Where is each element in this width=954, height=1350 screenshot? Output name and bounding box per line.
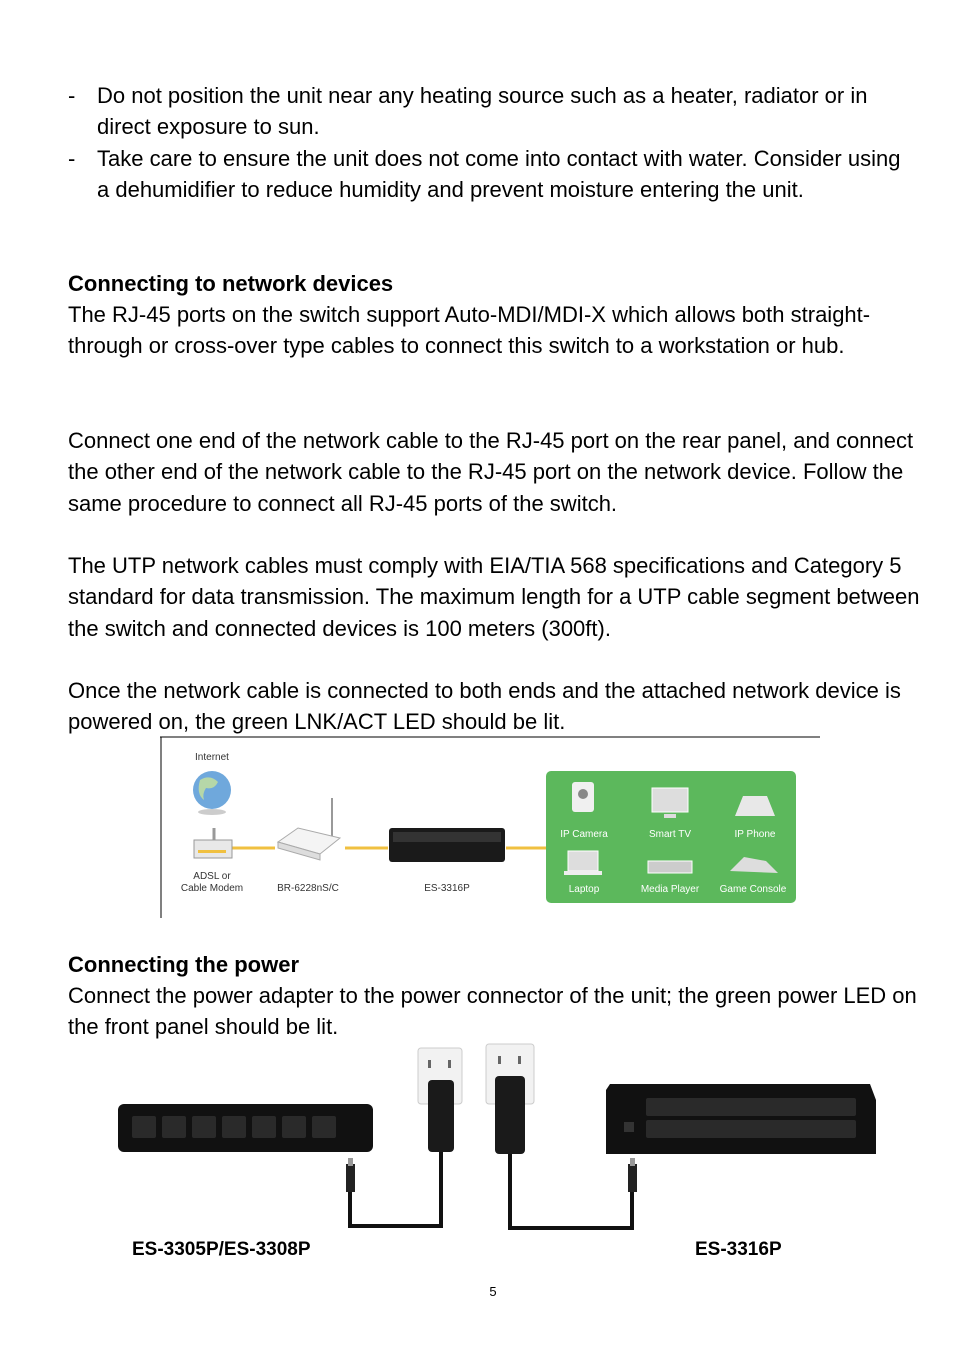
paragraph: Connect one end of the network cable to the RJ-45 port on the rear panel, and connect the other end of the network cable to the RJ-45 port on the network device. Follow the same procedure to connect all RJ-45 ports of the switch.	[68, 428, 914, 516]
small-switch-icon	[118, 1104, 373, 1152]
router-icon	[278, 798, 340, 860]
large-switch-icon	[606, 1084, 876, 1154]
device-label: Game Console	[719, 884, 787, 895]
bullet-marker: -	[68, 146, 76, 171]
paragraph: The UTP network cables must comply with EIA/TIA 568 specifications and Category 5 standard for data transmission. The maximum length for a UTP cable segment between the switch and connected devices is 100 meters (300ft).	[68, 553, 920, 641]
modem-label-line1: ADSL or	[193, 871, 231, 882]
device-label: IP Phone	[734, 829, 776, 840]
modem-label-line2: Cable Modem	[180, 883, 244, 894]
switch-label: ES-3316P	[424, 883, 470, 894]
media-player-icon	[648, 861, 692, 873]
bullet-marker: -	[68, 83, 76, 108]
page-number: 5	[489, 1284, 497, 1299]
right-caption: ES-3316P	[695, 1239, 782, 1260]
bullet-item	[68, 80, 914, 143]
paragraph: Once the network cable is connected to both ends and the attached network device is powered on, the green LNK/ACT LED should be lit.	[68, 678, 901, 735]
globe-icon	[193, 771, 231, 815]
bullet-text: Take care to ensure the unit does not come into contact with water. Consider using a dehumidifier to reduce humidity and prevent moisture entering the unit.	[97, 146, 901, 203]
paragraph: The RJ-45 ports on the switch support Auto-MDI/MDI-X which allows both straight-through or cross-over type cables to connect this switch to a workstation or hub.	[68, 302, 871, 359]
power-diagram	[110, 1040, 890, 1240]
left-caption: ES-3305P/ES-3308P	[132, 1239, 311, 1260]
bullet-text: Do not position the unit near any heating source such as a heater, radiator or in direct exposure to sun.	[97, 83, 868, 140]
section-heading: Connecting the power	[68, 952, 299, 977]
switch-icon	[389, 828, 505, 862]
network-diagram	[160, 736, 820, 918]
router-label: BR-6228nS/C	[277, 883, 339, 894]
device-label: IP Camera	[560, 829, 608, 840]
ip-camera-icon	[572, 782, 594, 812]
modem-icon	[194, 828, 232, 858]
device-label: Media Player	[640, 884, 700, 895]
section-heading: Connecting to network devices	[68, 271, 394, 296]
device-label: Laptop	[568, 884, 600, 895]
paragraph: Connect the power adapter to the power connector of the unit; the green power LED on the front panel should be lit.	[68, 983, 917, 1040]
bullet-item	[68, 143, 914, 206]
device-label: Smart TV	[648, 829, 692, 840]
laptop-icon	[564, 851, 602, 875]
internet-label: Internet	[195, 752, 229, 763]
